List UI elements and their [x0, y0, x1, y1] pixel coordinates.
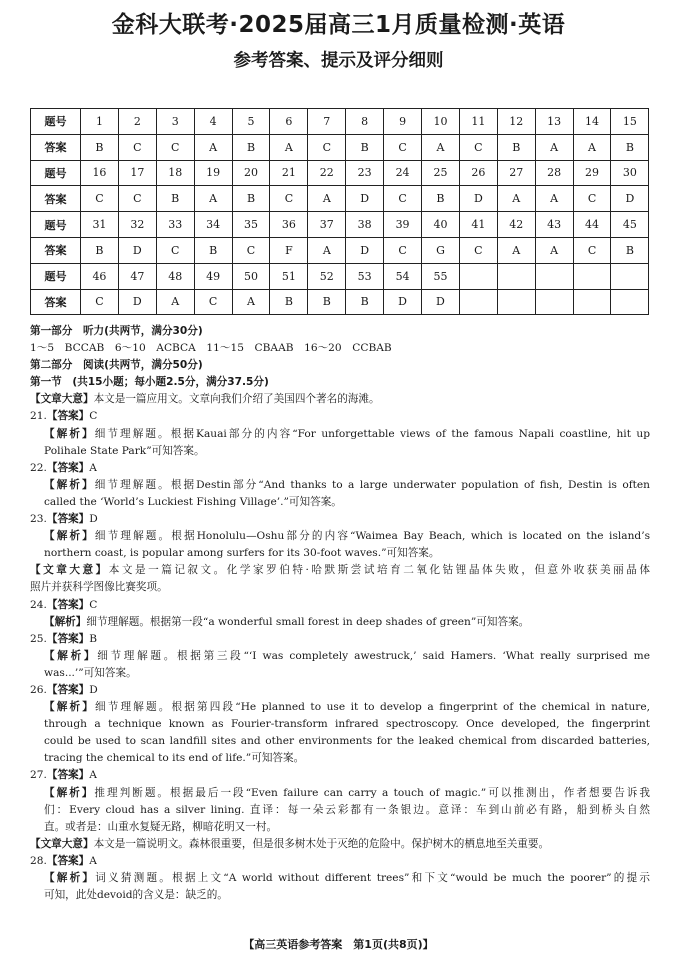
- question-number-cell: 35: [232, 212, 270, 238]
- answer-cell: C: [459, 134, 497, 160]
- question-number-cell: 32: [118, 212, 156, 238]
- q28-answer: 28.【答案】A: [30, 854, 97, 867]
- answer-cell: B: [194, 237, 232, 263]
- question-number-cell: 7: [308, 109, 346, 135]
- question-number-cell: 51: [270, 263, 308, 289]
- q25-analysis-cont: was...’”可知答案。: [44, 666, 137, 679]
- answer-cell: B: [422, 186, 460, 212]
- answer-cell: B: [81, 134, 119, 160]
- q27-analysis: 【解析】推理判断题。根据最后一段“Even failure can carry a touch of magic.”可以推测出，作者想要告诉我: [44, 786, 651, 799]
- question-number-cell: 9: [384, 109, 422, 135]
- question-number-cell: [611, 263, 649, 289]
- answer-cell: A: [194, 186, 232, 212]
- q24-answer: 24.【答案】C: [30, 598, 98, 611]
- answer-cell: C: [459, 237, 497, 263]
- question-number-cell: 40: [422, 212, 460, 238]
- question-number-cell: 52: [308, 263, 346, 289]
- answer-cell: D: [611, 186, 649, 212]
- question-number-cell: 10: [422, 109, 460, 135]
- q22-answer: 22.【答案】A: [30, 461, 97, 474]
- question-number-cell: 25: [422, 160, 460, 186]
- answer-explanations: [30, 323, 650, 904]
- question-number-cell: 4: [194, 109, 232, 135]
- q21-analysis-cont: Polihale State Park”可知答案。: [44, 444, 205, 457]
- answer-cell: D: [459, 186, 497, 212]
- answer-label: 答案: [31, 134, 81, 160]
- question-number-cell: 11: [459, 109, 497, 135]
- question-number-cell: 1: [81, 109, 119, 135]
- answer-cell: B: [81, 237, 119, 263]
- q21-analysis: 【解析】细节理解题。根据Kauai部分的内容“For unforgettable views of the famous Napali coastline, hit up: [44, 427, 650, 440]
- question-number-cell: 53: [346, 263, 384, 289]
- answer-cell: A: [573, 134, 611, 160]
- question-number-cell: [535, 263, 573, 289]
- question-number-cell: 39: [384, 212, 422, 238]
- question-number-cell: 2: [118, 109, 156, 135]
- q22-analysis: 【解析】细节理解题。根据Destin部分“And thanks to a large underwater population of fish, Destin is often: [44, 478, 651, 491]
- answer-cell: D: [118, 289, 156, 315]
- section1-title: 第一节 (共15小题；每小题2.5分，满分37.5分): [30, 376, 269, 389]
- answer-cell: C: [573, 186, 611, 212]
- answer-cell: A: [535, 186, 573, 212]
- answer-cell: A: [497, 186, 535, 212]
- q26-analysis-cont-1: through a technique known as Fourier-transform infrared spectroscopy. Once developed, the fingerprint: [44, 718, 650, 731]
- summary-a: 【文章大意】本文是一篇应用文。文章向我们介绍了美国四个著名的海滩。: [30, 393, 380, 406]
- answer-cell: A: [535, 237, 573, 263]
- q26-analysis: 【解析】细节理解题。根据第四段“He planned to use it to develop a fingerprint of the chemical in nature,: [44, 701, 651, 714]
- summary-b-cont: 照片并获科学图像比赛奖项。: [30, 581, 168, 594]
- q28-analysis-cont: 可知，此处devoid的含义是：缺乏的。: [44, 889, 228, 902]
- answer-cell: D: [346, 237, 384, 263]
- answer-cell: B: [156, 186, 194, 212]
- q24-analysis: 【解析】细节理解题。根据第一段“a wonderful small forest in deep shades of green”可知答案。: [44, 615, 530, 628]
- answer-cell: A: [497, 237, 535, 263]
- answer-cell: [573, 289, 611, 315]
- answer-cell: C: [156, 134, 194, 160]
- question-number-cell: 22: [308, 160, 346, 186]
- answer-cell: D: [384, 289, 422, 315]
- answer-cell: D: [118, 237, 156, 263]
- answer-cell: B: [497, 134, 535, 160]
- question-number-cell: 12: [497, 109, 535, 135]
- question-number-row: [31, 109, 649, 135]
- question-number-cell: 14: [573, 109, 611, 135]
- question-number-cell: 44: [573, 212, 611, 238]
- question-number-cell: 43: [535, 212, 573, 238]
- question-number-label: 题号: [31, 109, 81, 135]
- page-title: 金科大联考·2025届高三1月质量检测·英语: [111, 12, 566, 38]
- question-number-cell: 33: [156, 212, 194, 238]
- answer-cell: A: [308, 237, 346, 263]
- answer-cell: F: [270, 237, 308, 263]
- answer-label: 答案: [31, 186, 81, 212]
- q23-analysis-cont: northern coast, is popular among surfers for its 30-foot waves.”可知答案。: [44, 547, 440, 560]
- answer-cell: C: [573, 237, 611, 263]
- answer-cell: [535, 289, 573, 315]
- answer-cell: C: [384, 134, 422, 160]
- part2-title: 第二部分 阅读(共两节，满分50分): [30, 359, 203, 372]
- question-number-cell: 55: [422, 263, 460, 289]
- q25-answer: 25.【答案】B: [30, 632, 98, 645]
- question-number-cell: 16: [81, 160, 119, 186]
- question-number-cell: 34: [194, 212, 232, 238]
- answer-cell: C: [384, 237, 422, 263]
- question-number-cell: 20: [232, 160, 270, 186]
- answer-cell: C: [270, 186, 308, 212]
- answer-cell: C: [232, 237, 270, 263]
- answer-cell: C: [118, 186, 156, 212]
- answer-row: [31, 237, 649, 263]
- answer-cell: [497, 289, 535, 315]
- answer-cell: C: [194, 289, 232, 315]
- answer-cell: C: [384, 186, 422, 212]
- answer-cell: A: [308, 186, 346, 212]
- question-number-label: 题号: [31, 263, 81, 289]
- answer-cell: A: [194, 134, 232, 160]
- answer-cell: G: [422, 237, 460, 263]
- question-number-cell: 50: [232, 263, 270, 289]
- question-number-cell: 54: [384, 263, 422, 289]
- q21-answer: 21.【答案】C: [30, 410, 98, 423]
- question-number-cell: 41: [459, 212, 497, 238]
- answer-row: [31, 134, 649, 160]
- question-number-cell: 3: [156, 109, 194, 135]
- q27-analysis-cont-1: 们：Every cloud has a silver lining. 直译：每一朵云彩都有一条银边。意译：车到山前必有路，船到桥头自然: [44, 803, 650, 816]
- answer-cell: D: [422, 289, 460, 315]
- answer-cell: B: [346, 134, 384, 160]
- question-number-cell: 31: [81, 212, 119, 238]
- answer-cell: C: [81, 289, 119, 315]
- q26-answer: 26.【答案】D: [30, 683, 98, 696]
- answer-cell: A: [270, 134, 308, 160]
- question-number-cell: 19: [194, 160, 232, 186]
- answer-cell: C: [81, 186, 119, 212]
- question-number-cell: 36: [270, 212, 308, 238]
- q25-analysis: 【解析】细节理解题。根据第三段“‘I was completely awestruck,’ said Hamers. ‘What really surprised me: [44, 649, 651, 662]
- answer-table: [30, 108, 649, 315]
- answer-row: [31, 289, 649, 315]
- q23-answer: 23.【答案】D: [30, 513, 98, 526]
- answer-cell: B: [232, 186, 270, 212]
- question-number-cell: 23: [346, 160, 384, 186]
- q26-analysis-cont-2: could be used to scan landfill sites and other environments for the leaked chemical from discarded batteries,: [44, 735, 650, 748]
- page-footer: 【高三英语参考答案 第1页(共8页)】: [243, 938, 434, 951]
- question-number-cell: 8: [346, 109, 384, 135]
- answer-cell: B: [308, 289, 346, 315]
- question-number-cell: 30: [611, 160, 649, 186]
- question-number-row: [31, 263, 649, 289]
- question-number-cell: 13: [535, 109, 573, 135]
- q27-analysis-cont-2: 直。或者是：山重水复疑无路，柳暗花明又一村。: [44, 820, 278, 833]
- question-number-cell: [573, 263, 611, 289]
- question-number-cell: 18: [156, 160, 194, 186]
- question-number-cell: 38: [346, 212, 384, 238]
- answer-cell: A: [535, 134, 573, 160]
- answer-cell: C: [308, 134, 346, 160]
- answer-cell: [459, 289, 497, 315]
- part1-answers: 1～5 BCCAB 6～10 ACBCA 11～15 CBAAB 16～20 CCBAB: [30, 342, 392, 355]
- answer-cell: B: [232, 134, 270, 160]
- question-number-cell: 15: [611, 109, 649, 135]
- part1-title: 第一部分 听力(共两节，满分30分): [30, 325, 203, 337]
- answer-cell: A: [232, 289, 270, 315]
- question-number-cell: 49: [194, 263, 232, 289]
- question-number-label: 题号: [31, 212, 81, 238]
- summary-b: 【文章大意】本文是一篇记叙文。化学家罗伯特·哈默斯尝试培育二氧化钴锂晶体失败，但意外收获美丽晶体: [30, 564, 650, 577]
- answer-cell: D: [346, 186, 384, 212]
- question-number-cell: [459, 263, 497, 289]
- answer-row: [31, 186, 649, 212]
- question-number-cell: 6: [270, 109, 308, 135]
- question-number-cell: [497, 263, 535, 289]
- answer-cell: B: [611, 134, 649, 160]
- answer-cell: B: [611, 237, 649, 263]
- question-number-cell: 42: [497, 212, 535, 238]
- question-number-cell: 24: [384, 160, 422, 186]
- question-number-cell: 37: [308, 212, 346, 238]
- summary-c: 【文章大意】本文是一篇说明文。森林很重要，但是很多树木处于灭绝的危险中。保护树木的栖息地至关重要。: [30, 837, 550, 850]
- page-subtitle: 参考答案、提示及评分细则: [233, 51, 444, 71]
- answer-cell: C: [118, 134, 156, 160]
- question-number-label: 题号: [31, 160, 81, 186]
- question-number-cell: 26: [459, 160, 497, 186]
- question-number-cell: 48: [156, 263, 194, 289]
- question-number-row: [31, 212, 649, 238]
- question-number-cell: 5: [232, 109, 270, 135]
- answer-cell: A: [422, 134, 460, 160]
- answer-label: 答案: [31, 289, 81, 315]
- question-number-cell: 29: [573, 160, 611, 186]
- question-number-cell: 47: [118, 263, 156, 289]
- question-number-row: [31, 160, 649, 186]
- question-number-cell: 28: [535, 160, 573, 186]
- q22-analysis-cont: called the ‘World’s Luckiest Fishing Village’.”可知答案。: [44, 495, 342, 508]
- q27-answer: 27.【答案】A: [30, 769, 97, 782]
- q26-analysis-cont-3: tracing the chemical to its end of life.”可知答案。: [44, 752, 305, 765]
- answer-cell: [611, 289, 649, 315]
- question-number-cell: 46: [81, 263, 119, 289]
- q23-analysis: 【解析】细节理解题。根据Honolulu—Oshu部分的内容“Waimea Bay Beach, which is located on the island’s: [44, 530, 650, 543]
- answer-cell: B: [346, 289, 384, 315]
- q28-analysis: 【解析】词义猜测题。根据上文“A world without different trees”和下文“would be much the poorer”的提示: [44, 872, 651, 884]
- answer-label: 答案: [31, 237, 81, 263]
- question-number-cell: 17: [118, 160, 156, 186]
- question-number-cell: 27: [497, 160, 535, 186]
- question-number-cell: 21: [270, 160, 308, 186]
- question-number-cell: 45: [611, 212, 649, 238]
- answer-cell: B: [270, 289, 308, 315]
- answer-cell: C: [156, 237, 194, 263]
- answer-cell: A: [156, 289, 194, 315]
